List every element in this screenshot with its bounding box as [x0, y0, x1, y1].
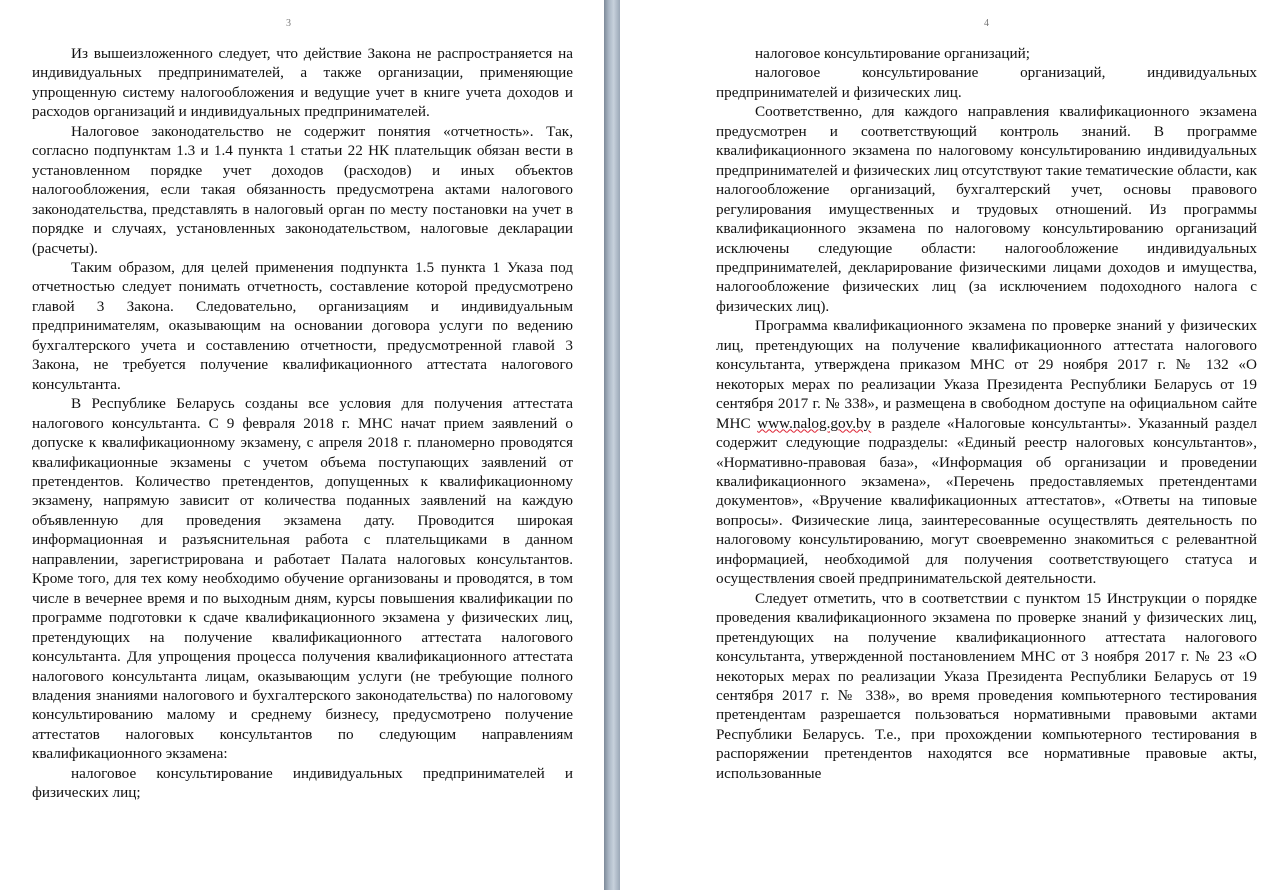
paragraph-text: Программа квалификационного экзамена по проверке знаний у физических лиц, претендующих на получение квалификационного аттестата налогового консультанта, утверждена приказом МНС от 29 ноября 2017 г. № 132 «О некоторых мерах по реализации Указа Президента Республики Беларусь от 19 сентября 2017 г. № 338», и размещена в свободном доступе на официальном сайте МНС	[716, 317, 1257, 432]
page-separator	[604, 0, 620, 890]
paragraph: налоговое консультирование организаций, индивидуальных предпринимателей и физических лиц.	[716, 64, 1257, 101]
paragraph	[716, 316, 1257, 588]
page-number: 3	[286, 18, 291, 29]
paragraph: налоговое консультирование индивидуальных предпринимателей и физических лиц;	[32, 764, 573, 802]
paragraph: налоговое консультирование организаций;	[755, 45, 1030, 62]
page-body[interactable]	[716, 44, 1257, 783]
document-page-4	[620, 0, 1280, 890]
paragraph: В Республике Беларусь созданы все условия для получения аттестата налогового консультанта. С 9 февраля 2018 г. МНС начат прием заявлений о допуске к квалификационному экзамену, с апреля 2018 г. планомерно проводятся квалификационные экзамены с учетом объема поступающих заявлений от претендентов. Количество претендентов, допущенных к квалификационному экзамену, напрямую зависит от количества поданных заявлений на каждую объявленную для проведения экзамена дату. Проводится широкая информационная и разъяснительная работа с плательщиками в данном направлении, зарегистрирована и работает Палата налоговых консультантов. Кроме того, для тех кому необходимо обучение организованы и проводятся, в том числе в вечернее время и по выходным дням, курсы повышения квалификации по программе подготовки к сдаче квалификационного экзамена у физических лиц, претендующих на получение квалификационного аттестата налогового консультанта. Для упрощения процесса получения квалификационного аттестата налогового консультанта лицам, оказывающим услуги (не требующие полного владения знаниями налогового и бухгалтерского законодательства) по налоговому консультированию малому и среднему бизнесу, предусмотрено получение аттестатов налоговых консультантов по следующим направлениям квалификационного экзамена:	[32, 395, 573, 763]
paragraph: Таким образом, для целей применения подпункта 1.5 пункта 1 Указа под отчетностью следует понимать отчетность, составление которой предусмотрено главой 3 Закона. Следовательно, организациям и индивидуальным предпринимателям, оказывающим на основании договора услуги по ведению бухгалтерского учета и составлению отчетности, предусмотренной главой 3 Закона, не требуется получение квалификационного аттестата налогового консультанта.	[32, 258, 573, 393]
paragraph: Соответственно, для каждого направления квалификационного экзамена предусмотрен и соответствующий контроль знаний. В программе квалификационного экзамена по налоговому консультированию индивидуальных предпринимателей и физических лиц отсутствуют такие тематические области, как налогообложение организаций, бухгалтерский учет, основы правового регулирования имущественных и трудовых отношений. Из программы квалификационного экзамена по налоговому консультированию организаций исключены следующие области: налогообложение индивидуальных предпринимателей, декларирование физическими лицами доходов и имущества, налогообложение физических лиц (за исключением подоходного налога с физических лиц).	[716, 103, 1257, 315]
document-page-3	[0, 0, 604, 890]
paragraph: Из вышеизложенного следует, что действие Закона не распространяется на индивидуальных предпринимателей, а также организации, применяющие упрощенную систему налогообложения и ведущие учет в книге учета доходов и расходов организаций и индивидуальных предпринимателей.	[32, 45, 573, 121]
paragraph: Налоговое законодательство не содержит понятия «отчетность». Так, согласно подпунктам 1.3 и 1.4 пункта 1 статьи 22 НК плательщик обязан вести в установленном порядке учет доходов (расходов) и иных объектов налогообложения, если такая обязанность предусмотрена актами налогового законодательства, представлять в налоговый орган по месту постановки на учет в порядке и случаях, установленных законодательством, налоговые декларации (расчеты).	[32, 122, 573, 257]
page-number: 4	[984, 18, 989, 29]
paragraph-text: в разделе «Налоговые консультанты». Указанный раздел содержит следующие подразделы: «Единый реестр налоговых консультантов», «Нормативно-правовая база», «Информация об организации и проведении квалификационного экзамена», «Перечень предоставляемых претендентами документов», «Вручение квалификационных аттестатов», «Ответы на типовые вопросы». Физические лица, заинтересованные осуществлять деятельность по налоговому консультированию, могут своевременно знакомиться с релевантной информацией, необходимой для получения соответствующего статуса и осуществления своей предпринимательской деятельности.	[716, 414, 1258, 588]
website-link[interactable]: www.nalog.gov.by	[757, 414, 872, 432]
paragraph: Следует отметить, что в соответствии с пунктом 15 Инструкции о порядке проведения квалификационного экзамена по проверке знаний у физических лиц, претендующих на получение квалификационного аттестата налогового консультанта, утвержденной постановлением МНС от 3 ноября 2017 г. № 23 «О некоторых мерах по реализации Указа Президента Республики Беларусь от 19 сентября 2017 г. № 338», во время проведения компьютерного тестирования претендентам разрешается пользоваться нормативными правовыми актами Республики Беларусь. Т.е., при прохождении компьютерного тестирования в распоряжении претендентов находятся все нормативные правовые акты, использованные	[716, 589, 1257, 782]
page-body[interactable]	[32, 44, 573, 803]
